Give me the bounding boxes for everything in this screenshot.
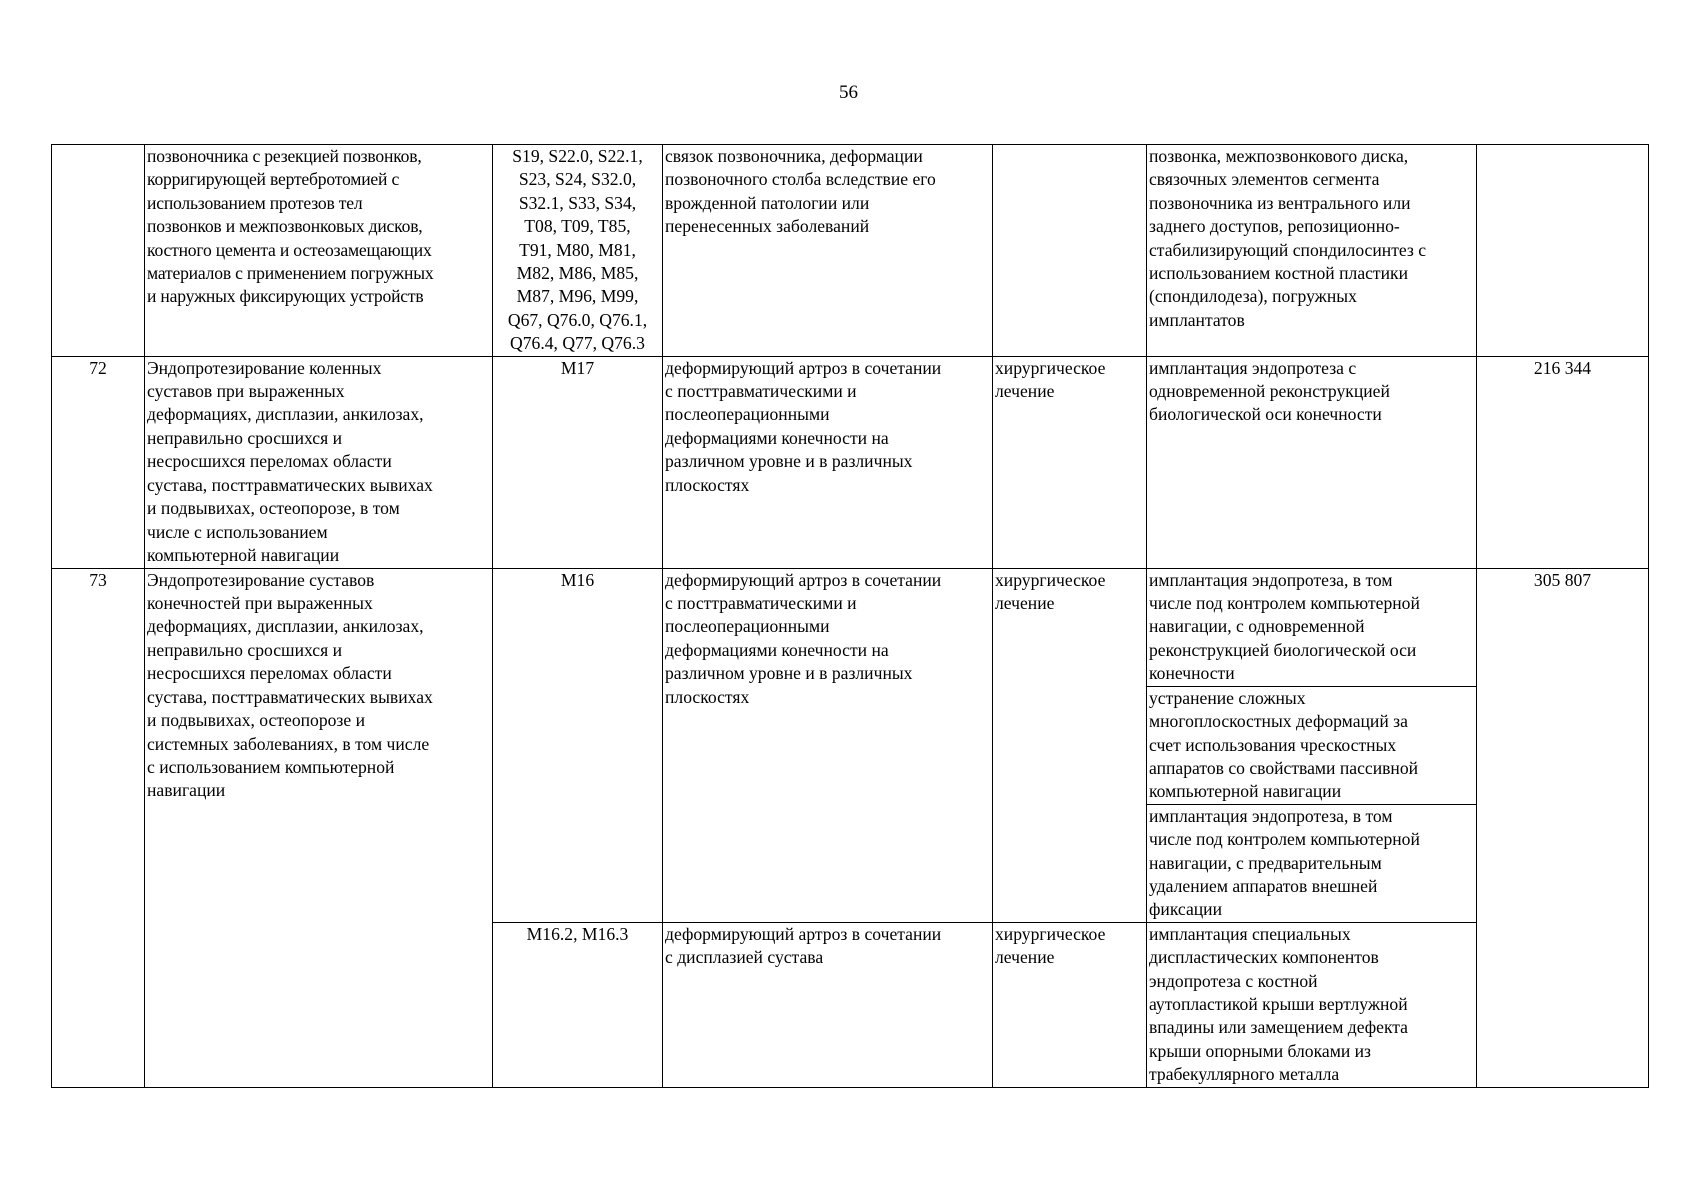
table-row	[52, 568, 1649, 686]
treatment-type: хирургическое лечение	[993, 922, 1147, 1087]
treatment-type: хирургическое лечение	[993, 568, 1147, 922]
treatment-method: имплантация эндопротеза с одновременной реконструкцией биологической оси конечности	[1147, 356, 1477, 568]
patient-model: деформирующий артроз в сочетании с посттравматическими и послеоперационными деформациями конечности на различном уровне и в различных плоскостях	[663, 356, 993, 568]
treatment-method: имплантация специальных диспластических компонентов эндопротеза с костной аутопластикой крыши вертлужной впадины или замещением дефекта крыши опорными блоками из трабекуллярного металла	[1147, 922, 1477, 1087]
page-number: 56	[839, 82, 858, 103]
patient-model: деформирующий артроз в сочетании с посттравматическими и послеоперационными деформациями конечности на различном уровне и в различных плоскостях	[663, 568, 993, 922]
procedures-table	[51, 144, 1649, 1088]
table-row	[52, 145, 1649, 357]
care-type-name: Эндопротезирование суставов конечностей при выраженных деформациях, дисплазии, анкилозах, неправильно сросшихся и несросшихся переломах области сустава, посттравматических вывихах и подвывихах, остеопорозе и системных заболеваниях, в том числе с использованием компьютерной навигации	[145, 568, 493, 1087]
treatment-method: позвонка, межпозвонкового диска, связочных элементов сегмента позвоночника из вентрального или заднего доступов, репозиционно- стабилизирующий спондилосинтез с использованием костной пластики (спондилодеза), погружных имплантатов	[1147, 145, 1477, 357]
icd-codes: M17	[493, 356, 663, 568]
icd-codes: S19, S22.0, S22.1, S23, S24, S32.0, S32.1, S33, S34, T08, T09, T85, T91, M80, M81, M82, M86, M85, M87, M96, M99, Q67, Q76.0, Q76.1, Q76.4, Q77, Q76.3	[493, 145, 663, 357]
table-row	[52, 356, 1649, 568]
treatment-method: устранение сложных многоплоскостных деформаций за счет использования чрескостных аппаратов со свойствами пассивной компьютерной навигации	[1147, 686, 1477, 804]
treatment-type: хирургическое лечение	[993, 356, 1147, 568]
row-number: 72	[52, 356, 145, 568]
care-type-name: позвоночника с резекцией позвонков, корригирующей вертебротомией с использованием протезов тел позвонков и межпозвонковых дисков, костного цемента и остеозамещающих материалов с применением погружных и наружных фиксирующих устройств	[145, 145, 493, 357]
standard-cost: 305 807	[1477, 568, 1649, 1087]
patient-model: деформирующий артроз в сочетании с дисплазией сустава	[663, 922, 993, 1087]
row-number: 73	[52, 568, 145, 1087]
patient-model: связок позвоночника, деформации позвоночного столба вследствие его врожденной патологии или перенесенных заболеваний	[663, 145, 993, 357]
standard-cost	[1477, 145, 1649, 357]
row-number	[52, 145, 145, 357]
treatment-method: имплантация эндопротеза, в том числе под контролем компьютерной навигации, с предварительным удалением аппаратов внешней фиксации	[1147, 804, 1477, 922]
icd-codes: M16.2, M16.3	[493, 922, 663, 1087]
treatment-method: имплантация эндопротеза, в том числе под контролем компьютерной навигации, с одновременной реконструкцией биологической оси конечности	[1147, 568, 1477, 686]
icd-codes: M16	[493, 568, 663, 922]
standard-cost: 216 344	[1477, 356, 1649, 568]
care-type-name: Эндопротезирование коленных суставов при выраженных деформациях, дисплазии, анкилозах, неправильно сросшихся и несросшихся переломах области сустава, посттравматических вывихах и подвывихах, остеопорозе, в том числе с использованием компьютерной навигации	[145, 356, 493, 568]
treatment-type	[993, 145, 1147, 357]
